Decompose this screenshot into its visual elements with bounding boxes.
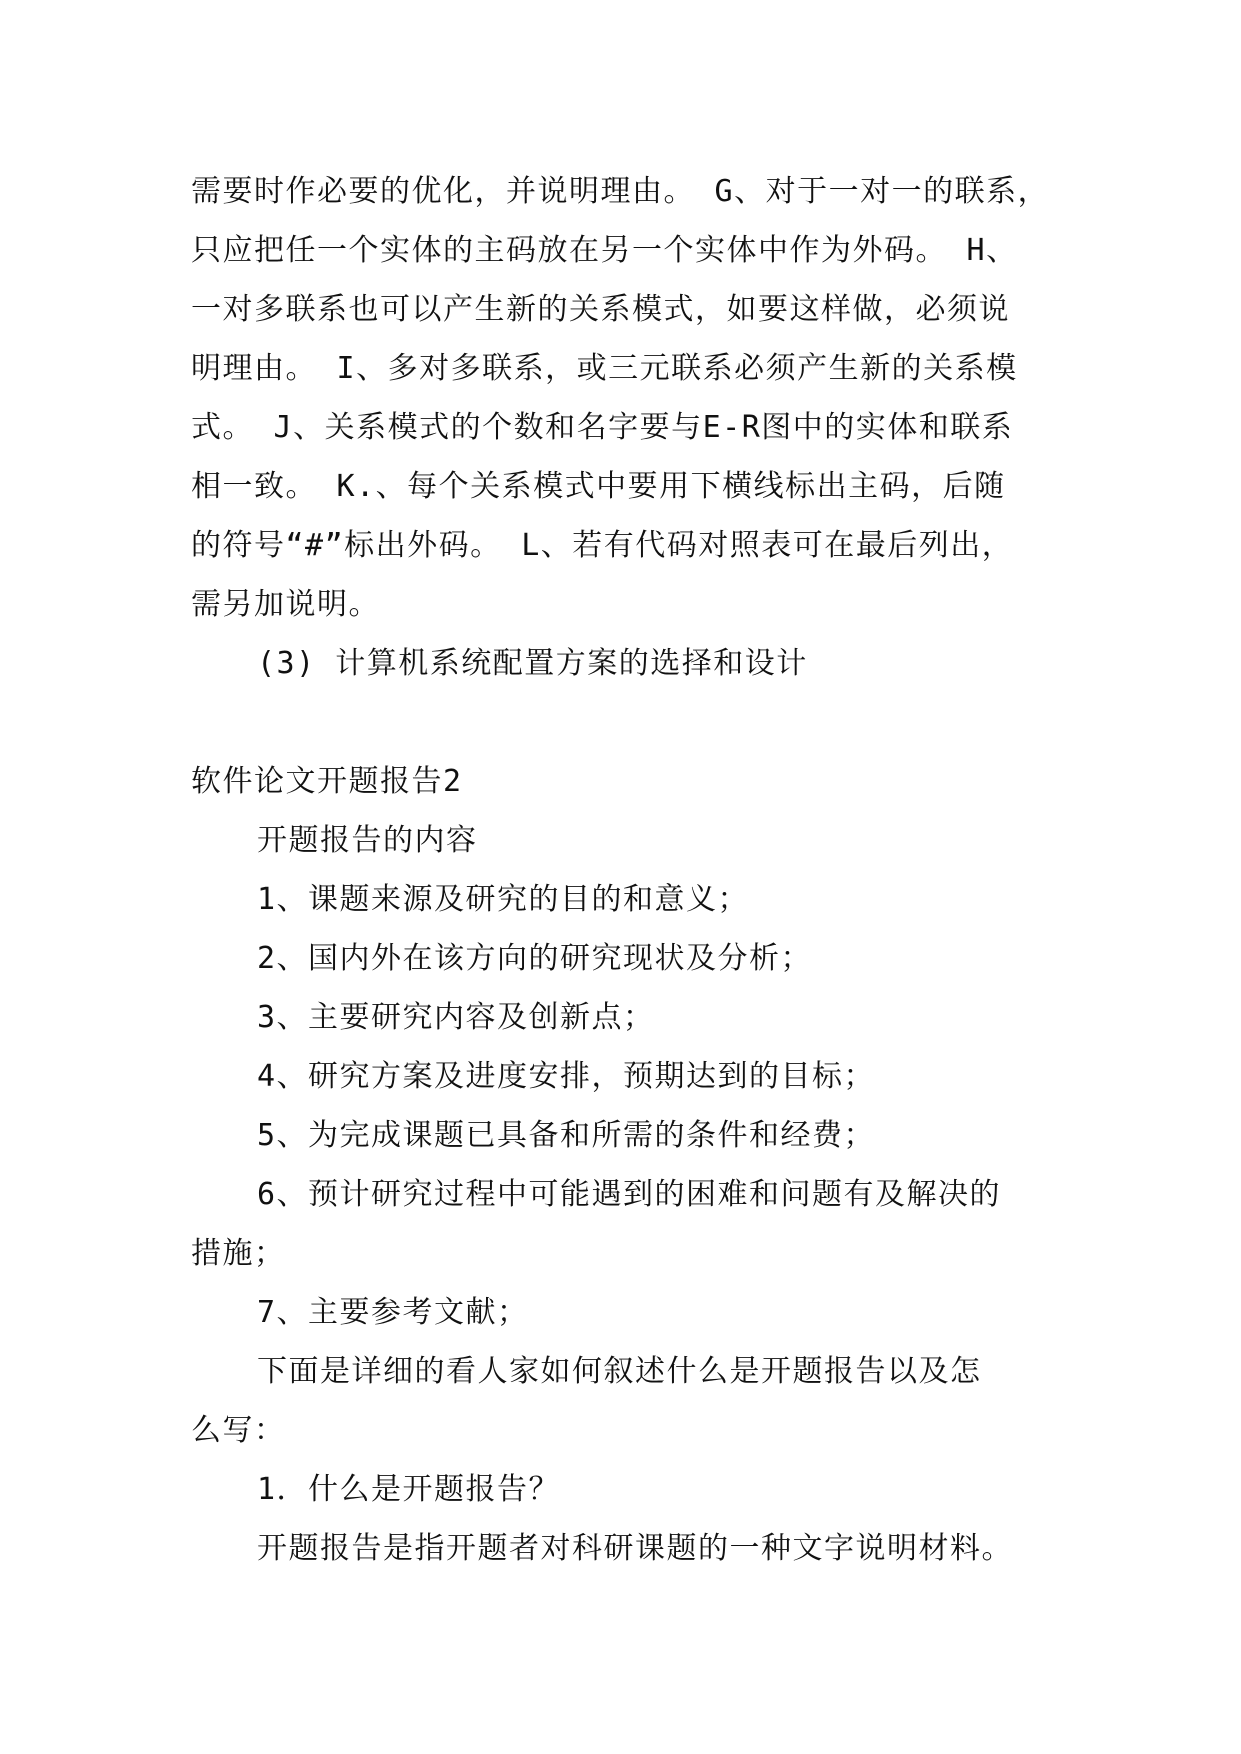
document-body	[191, 162, 1091, 1578]
list-item: 7、主要参考文献；	[257, 1295, 529, 1330]
question-heading: 1．什么是开题报告？	[257, 1472, 561, 1507]
intro-paragraph: 下面是详细的看人家如何叙述什么是开题报告以及怎	[257, 1354, 982, 1389]
paragraph-line: 需要时作必要的优化，并说明理由。 G、对于一对一的联系，	[191, 174, 1050, 209]
list-item: 5、为完成课题已具备和所需的条件和经费；	[257, 1118, 876, 1153]
list-item: 3、主要研究内容及创新点；	[257, 1000, 655, 1035]
paragraph-line: 只应把任一个实体的主码放在另一个实体中作为外码。 H、	[191, 233, 1018, 268]
subheading: 开题报告的内容	[257, 823, 478, 858]
item-3-heading: (3) 计算机系统配置方案的选择和设计	[257, 646, 808, 681]
list-item: 2、国内外在该方向的研究现状及分析；	[257, 941, 813, 976]
list-item: 4、研究方案及进度安排，预期达到的目标；	[257, 1059, 876, 1094]
paragraph-line: 一对多联系也可以产生新的关系模式，如要这样做，必须说	[191, 292, 1010, 327]
section-title: 软件论文开题报告2	[191, 764, 463, 799]
answer-paragraph: 开题报告是指开题者对科研课题的一种文字说明材料。	[257, 1531, 1013, 1566]
list-item: 1、课题来源及研究的目的和意义；	[257, 882, 750, 917]
blank-line	[191, 693, 1091, 752]
intro-paragraph-continuation: 么写：	[191, 1413, 286, 1448]
paragraph-line: 的符号“#”标出外码。 L、若有代码对照表可在最后列出，	[191, 528, 1014, 563]
paragraph-line: 需另加说明。	[191, 587, 380, 622]
list-item: 6、预计研究过程中可能遇到的困难和问题有及解决的	[257, 1177, 1002, 1212]
list-item-continuation: 措施；	[191, 1236, 286, 1271]
paragraph-line: 相一致。 K.、每个关系模式中要用下横线标出主码，后随	[191, 469, 1006, 504]
paragraph-line: 式。 J、关系模式的个数和名字要与E-R图中的实体和联系	[191, 410, 1014, 445]
paragraph-line: 明理由。 I、多对多联系，或三元联系必须产生新的关系模	[191, 351, 1018, 386]
